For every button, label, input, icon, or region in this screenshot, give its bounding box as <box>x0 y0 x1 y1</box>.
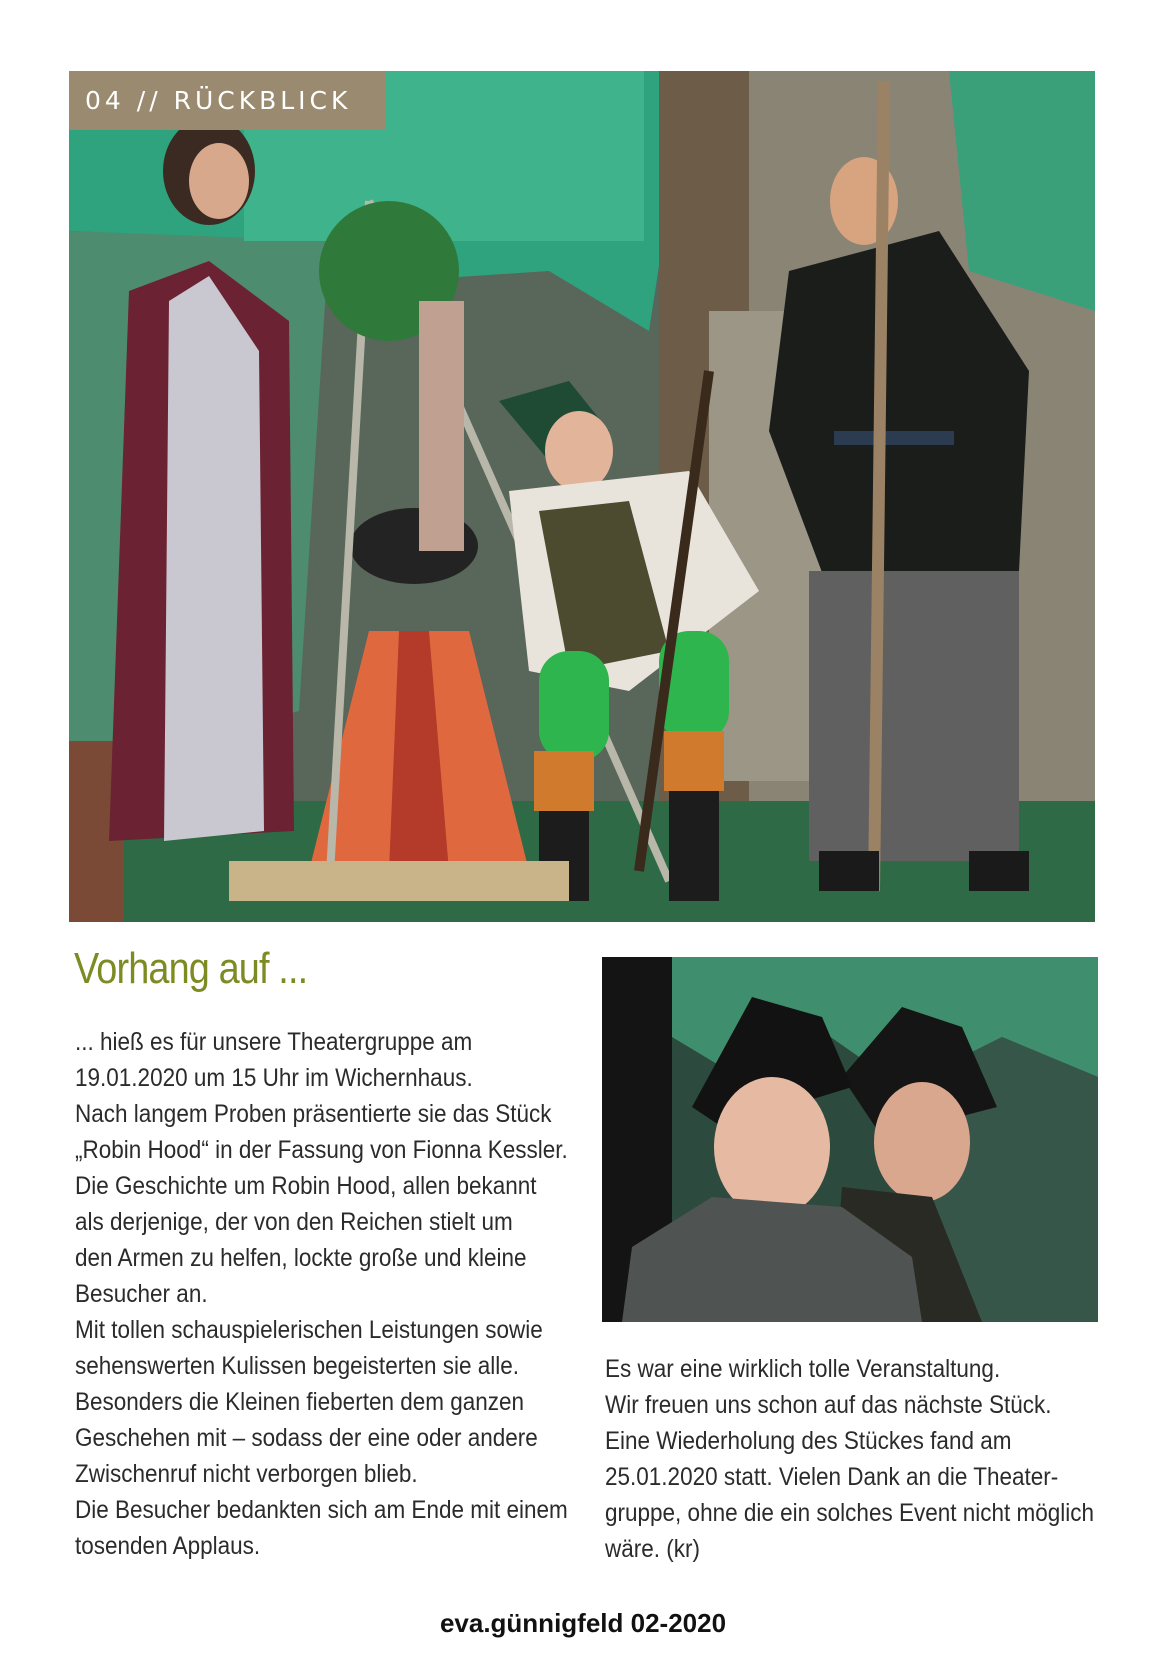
section-label <box>69 71 385 130</box>
page-footer: eva.günnigfeld 02-2020 <box>439 1608 727 1638</box>
body-line: Eine Wiederholung des Stückes fand am <box>605 1427 1012 1455</box>
body-line: Mit tollen schauspielerischen Leistungen sowie <box>75 1316 543 1344</box>
stage-scene-illustration <box>69 71 1095 922</box>
body-line: „Robin Hood“ in der Fassung von Fionna Kessler. <box>75 1136 568 1164</box>
body-line: 25.01.2020 statt. Vielen Dank an die Theater- <box>605 1463 1059 1491</box>
article-headline: Vorhang auf ... <box>74 944 308 993</box>
body-line: sehenswerten Kulissen begeisterten sie alle. <box>75 1352 520 1380</box>
body-line: den Armen zu helfen, lockte große und kleine <box>75 1244 527 1272</box>
article-body-left <box>75 1024 568 1564</box>
section-title: RÜCKBLICK <box>173 86 352 115</box>
two-actors-illustration <box>602 957 1098 1322</box>
body-line: Wir freuen uns schon auf das nächste Stück. <box>605 1391 1052 1419</box>
section-number: 04 <box>85 86 125 115</box>
body-line: Zwischenruf nicht verborgen blieb. <box>75 1460 418 1488</box>
body-line: Besucher an. <box>75 1280 208 1308</box>
article-body-right <box>605 1351 1094 1567</box>
body-line: als derjenige, der von den Reichen stielt um <box>75 1208 513 1236</box>
body-line: 19.01.2020 um 15 Uhr im Wichernhaus. <box>75 1064 473 1092</box>
body-line: Nach langem Proben präsentierte sie das Stück <box>75 1100 552 1128</box>
stage-photo-secondary <box>602 957 1098 1322</box>
body-line: Die Geschichte um Robin Hood, allen bekannt <box>75 1172 537 1200</box>
section-separator: // <box>136 86 162 115</box>
body-line: tosenden Applaus. <box>75 1532 261 1560</box>
body-line: Besonders die Kleinen fieberten dem ganzen <box>75 1388 525 1416</box>
body-line: wäre. (kr) <box>605 1535 701 1563</box>
body-line: ... hieß es für unsere Theatergruppe am <box>75 1028 473 1056</box>
body-line: Es war eine wirklich tolle Veranstaltung. <box>605 1355 1001 1383</box>
body-line: gruppe, ohne die ein solches Event nicht möglich <box>605 1499 1095 1527</box>
body-line: Geschehen mit – sodass der eine oder andere <box>75 1424 538 1452</box>
body-line: Die Besucher bedankten sich am Ende mit einem <box>75 1496 568 1524</box>
stage-photo-main <box>69 71 1095 922</box>
